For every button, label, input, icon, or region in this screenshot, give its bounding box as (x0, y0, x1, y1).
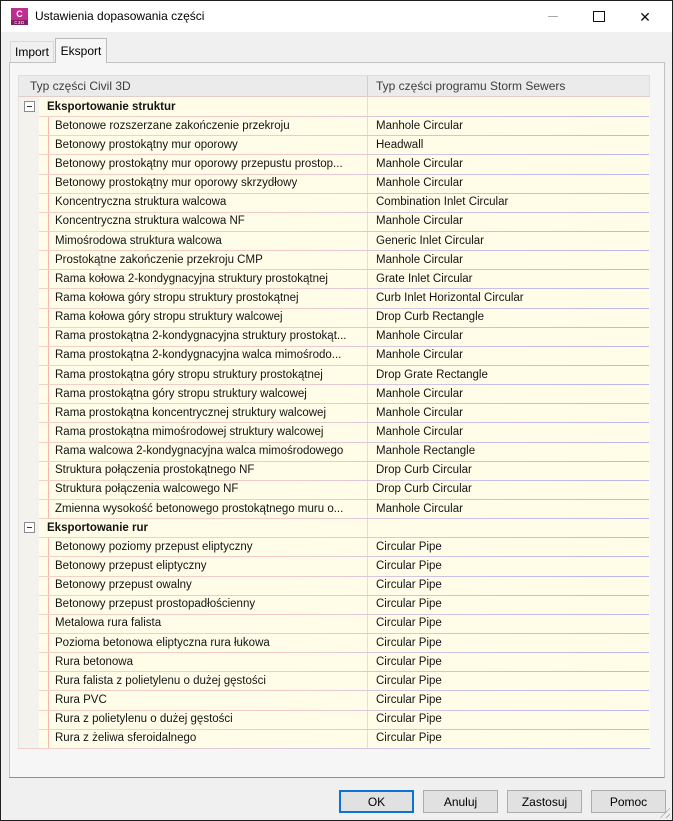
row-gutter (19, 269, 39, 288)
row-gutter (19, 116, 39, 135)
row-gutter (19, 97, 39, 116)
row-gutter (19, 231, 39, 250)
storm-sewers-part-cell[interactable]: Manhole Circular (368, 327, 650, 346)
civil3d-part-cell: Rama prostokątna 2-kondygnacyjna walca mimośrodo... (39, 346, 368, 365)
close-button[interactable] (622, 1, 668, 32)
row-gutter (19, 690, 39, 709)
table-row[interactable] (19, 576, 649, 595)
storm-sewers-part-cell[interactable]: Manhole Circular (368, 403, 650, 422)
storm-sewers-part-cell[interactable]: Manhole Circular (368, 384, 650, 403)
storm-sewers-part-cell[interactable]: Circular Pipe (368, 537, 650, 556)
storm-sewers-part-cell[interactable]: Combination Inlet Circular (368, 193, 650, 212)
title-bar (1, 1, 672, 32)
maximize-button[interactable] (576, 1, 622, 32)
civil3d-part-cell: Betonowy prostokątny mur oporowy skrzydłowy (39, 174, 368, 193)
tab-page-eksport (9, 62, 665, 778)
civil3d-part-cell: Zmienna wysokość betonowego prostokątnego muru o... (39, 499, 368, 518)
row-gutter (19, 327, 39, 346)
storm-sewers-part-cell[interactable]: Drop Curb Circular (368, 461, 650, 480)
civil3d-part-cell: Rura z żeliwa sferoidalnego (39, 729, 368, 748)
table-row[interactable] (19, 308, 649, 327)
collapse-minus-icon[interactable] (24, 522, 35, 533)
table-row[interactable] (19, 116, 649, 135)
storm-sewers-part-cell[interactable]: Circular Pipe (368, 614, 650, 633)
storm-sewers-part-cell[interactable]: Circular Pipe (368, 729, 650, 748)
group-label: Eksportowanie rur (39, 518, 368, 537)
storm-sewers-part-cell[interactable]: Circular Pipe (368, 710, 650, 729)
tab-import[interactable]: Import (10, 41, 54, 62)
group-empty-cell (368, 97, 650, 116)
row-gutter (19, 710, 39, 729)
civil3d-part-cell: Betonowy przepust owalny (39, 576, 368, 595)
storm-sewers-part-cell[interactable]: Curb Inlet Horizontal Circular (368, 288, 650, 307)
table-row[interactable] (19, 422, 649, 441)
row-gutter (19, 671, 39, 690)
column-header-civil3d[interactable]: Typ części Civil 3D (19, 76, 368, 96)
table-row[interactable] (19, 729, 649, 748)
table-row[interactable] (19, 174, 649, 193)
civil3d-part-cell: Pozioma betonowa eliptyczna rura łukowa (39, 633, 368, 652)
civil3d-part-cell: Rama prostokątna góry stropu struktury walcowej (39, 384, 368, 403)
civil3d-part-cell: Rama kołowa 2-kondygnacyjna struktury prostokątnej (39, 269, 368, 288)
storm-sewers-part-cell[interactable]: Grate Inlet Circular (368, 269, 650, 288)
row-gutter (19, 422, 39, 441)
table-row[interactable] (19, 442, 649, 461)
storm-sewers-part-cell[interactable]: Manhole Circular (368, 422, 650, 441)
collapse-minus-icon[interactable] (24, 101, 35, 112)
storm-sewers-part-cell[interactable]: Drop Grate Rectangle (368, 365, 650, 384)
storm-sewers-part-cell[interactable]: Circular Pipe (368, 690, 650, 709)
table-row[interactable] (19, 327, 649, 346)
row-gutter (19, 250, 39, 269)
storm-sewers-part-cell[interactable]: Manhole Rectangle (368, 442, 650, 461)
table-row[interactable] (19, 403, 649, 422)
civil3d-part-cell: Rama prostokątna góry stropu struktury prostokątnej (39, 365, 368, 384)
storm-sewers-part-cell[interactable]: Headwall (368, 135, 650, 154)
civil3d-part-cell: Rura PVC (39, 690, 368, 709)
storm-sewers-part-cell[interactable]: Manhole Circular (368, 116, 650, 135)
civil3d-part-cell: Koncentryczna struktura walcowa (39, 193, 368, 212)
civil3d-part-cell: Betonowy przepust prostopadłościenny (39, 595, 368, 614)
storm-sewers-part-cell[interactable]: Manhole Circular (368, 346, 650, 365)
row-gutter (19, 154, 39, 173)
storm-sewers-part-cell[interactable]: Circular Pipe (368, 556, 650, 575)
civil3d-part-cell: Betonowy poziomy przepust eliptyczny (39, 537, 368, 556)
civil3d-part-cell: Rama kołowa góry stropu struktury prostokątnej (39, 288, 368, 307)
table-row[interactable] (19, 384, 649, 403)
maximize-icon (593, 11, 605, 22)
row-gutter (19, 288, 39, 307)
row-gutter (19, 595, 39, 614)
civil3d-part-cell: Struktura połączenia prostokątnego NF (39, 461, 368, 480)
civil3d-part-cell: Rama prostokątna mimośrodowej struktury walcowej (39, 422, 368, 441)
row-gutter (19, 384, 39, 403)
table-row[interactable] (19, 595, 649, 614)
table-row[interactable] (19, 154, 649, 173)
civil3d-part-cell: Prostokątne zakończenie przekroju CMP (39, 250, 368, 269)
row-gutter (19, 174, 39, 193)
table-row[interactable] (19, 365, 649, 384)
civil3d-part-cell: Betonowy przepust eliptyczny (39, 556, 368, 575)
storm-sewers-part-cell[interactable]: Manhole Circular (368, 499, 650, 518)
civil3d-part-cell: Metalowa rura falista (39, 614, 368, 633)
civil3d-app-icon (11, 8, 28, 25)
civil3d-part-cell: Betonowe rozszerzane zakończenie przekroju (39, 116, 368, 135)
civil3d-part-cell: Rura betonowa (39, 652, 368, 671)
storm-sewers-part-cell[interactable]: Circular Pipe (368, 633, 650, 652)
minimize-button[interactable] (530, 1, 576, 32)
table-row[interactable] (19, 269, 649, 288)
storm-sewers-part-cell[interactable]: Manhole Circular (368, 154, 650, 173)
row-gutter (19, 614, 39, 633)
table-row[interactable] (19, 461, 649, 480)
row-gutter (19, 729, 39, 748)
table-header-row (18, 75, 650, 97)
storm-sewers-part-cell[interactable]: Manhole Circular (368, 212, 650, 231)
table-row[interactable] (19, 480, 649, 499)
table-row[interactable] (19, 193, 649, 212)
group-row[interactable] (19, 97, 649, 116)
civil3d-part-cell: Struktura połączenia walcowego NF (39, 480, 368, 499)
row-gutter (19, 212, 39, 231)
table-row[interactable] (19, 556, 649, 575)
table-row[interactable] (19, 710, 649, 729)
table-row[interactable] (19, 537, 649, 556)
row-gutter (19, 518, 39, 537)
storm-sewers-part-cell[interactable]: Circular Pipe (368, 671, 650, 690)
table-row[interactable] (19, 231, 649, 250)
grid-body (18, 97, 650, 748)
table-row[interactable] (19, 135, 649, 154)
apply-button[interactable]: Zastosuj (507, 790, 582, 813)
table-row[interactable] (19, 652, 649, 671)
storm-sewers-part-cell[interactable]: Manhole Circular (368, 250, 650, 269)
civil3d-part-cell: Betonowy prostokątny mur oporowy (39, 135, 368, 154)
row-gutter (19, 346, 39, 365)
civil3d-part-cell: Koncentryczna struktura walcowa NF (39, 212, 368, 231)
minimize-icon (548, 16, 558, 17)
cancel-button[interactable]: Anuluj (423, 790, 498, 813)
civil3d-icon-letter: C (11, 8, 28, 20)
storm-sewers-part-cell[interactable]: Generic Inlet Circular (368, 231, 650, 250)
row-gutter (19, 365, 39, 384)
row-gutter (19, 461, 39, 480)
row-gutter (19, 652, 39, 671)
civil3d-part-cell: Rura falista z polietylenu o dużej gęstości (39, 671, 368, 690)
tab-eksport[interactable]: Eksport (55, 38, 107, 63)
civil3d-part-cell: Rura z polietylenu o dużej gęstości (39, 710, 368, 729)
grid-bottom-line (18, 748, 650, 749)
help-button[interactable]: Pomoc (591, 790, 666, 813)
row-gutter (19, 633, 39, 652)
civil3d-part-cell: Rama prostokątna 2-kondygnacyjna struktury prostokąt... (39, 327, 368, 346)
table-row[interactable] (19, 633, 649, 652)
civil3d-icon-sub: C3D (11, 20, 28, 25)
storm-sewers-part-cell[interactable]: Circular Pipe (368, 576, 650, 595)
table-row[interactable] (19, 671, 649, 690)
window-title: Ustawienia dopasowania części (35, 9, 205, 23)
storm-sewers-part-cell[interactable]: Circular Pipe (368, 595, 650, 614)
row-gutter (19, 499, 39, 518)
table-row[interactable] (19, 212, 649, 231)
storm-sewers-part-cell[interactable]: Manhole Circular (368, 174, 650, 193)
civil3d-part-cell: Rama kołowa góry stropu struktury walcowej (39, 308, 368, 327)
storm-sewers-part-cell[interactable]: Drop Curb Circular (368, 480, 650, 499)
close-icon: ✕ (639, 8, 651, 25)
row-gutter (19, 135, 39, 154)
civil3d-part-cell: Rama prostokątna koncentrycznej struktury walcowej (39, 403, 368, 422)
table-row[interactable] (19, 346, 649, 365)
storm-sewers-part-cell[interactable]: Circular Pipe (368, 652, 650, 671)
storm-sewers-part-cell[interactable]: Drop Curb Rectangle (368, 308, 650, 327)
row-gutter (19, 556, 39, 575)
table-row[interactable] (19, 614, 649, 633)
group-empty-cell (368, 518, 650, 537)
row-gutter (19, 308, 39, 327)
group-row[interactable] (19, 518, 649, 537)
table-row[interactable] (19, 499, 649, 518)
table-row[interactable] (19, 690, 649, 709)
row-gutter (19, 537, 39, 556)
ok-button[interactable]: OK (339, 790, 414, 813)
table-row[interactable] (19, 250, 649, 269)
row-gutter (19, 442, 39, 461)
row-gutter (19, 193, 39, 212)
civil3d-part-cell: Betonowy prostokątny mur oporowy przepustu prostop... (39, 154, 368, 173)
row-gutter (19, 480, 39, 499)
civil3d-part-cell: Rama walcowa 2-kondygnacyjna walca mimośrodowego (39, 442, 368, 461)
table-row[interactable] (19, 288, 649, 307)
row-gutter (19, 403, 39, 422)
row-gutter (19, 576, 39, 595)
mapping-table (18, 75, 650, 749)
group-label: Eksportowanie struktur (39, 97, 368, 116)
civil3d-part-cell: Mimośrodowa struktura walcowa (39, 231, 368, 250)
column-header-storm-sewers[interactable]: Typ części programu Storm Sewers (376, 79, 566, 93)
